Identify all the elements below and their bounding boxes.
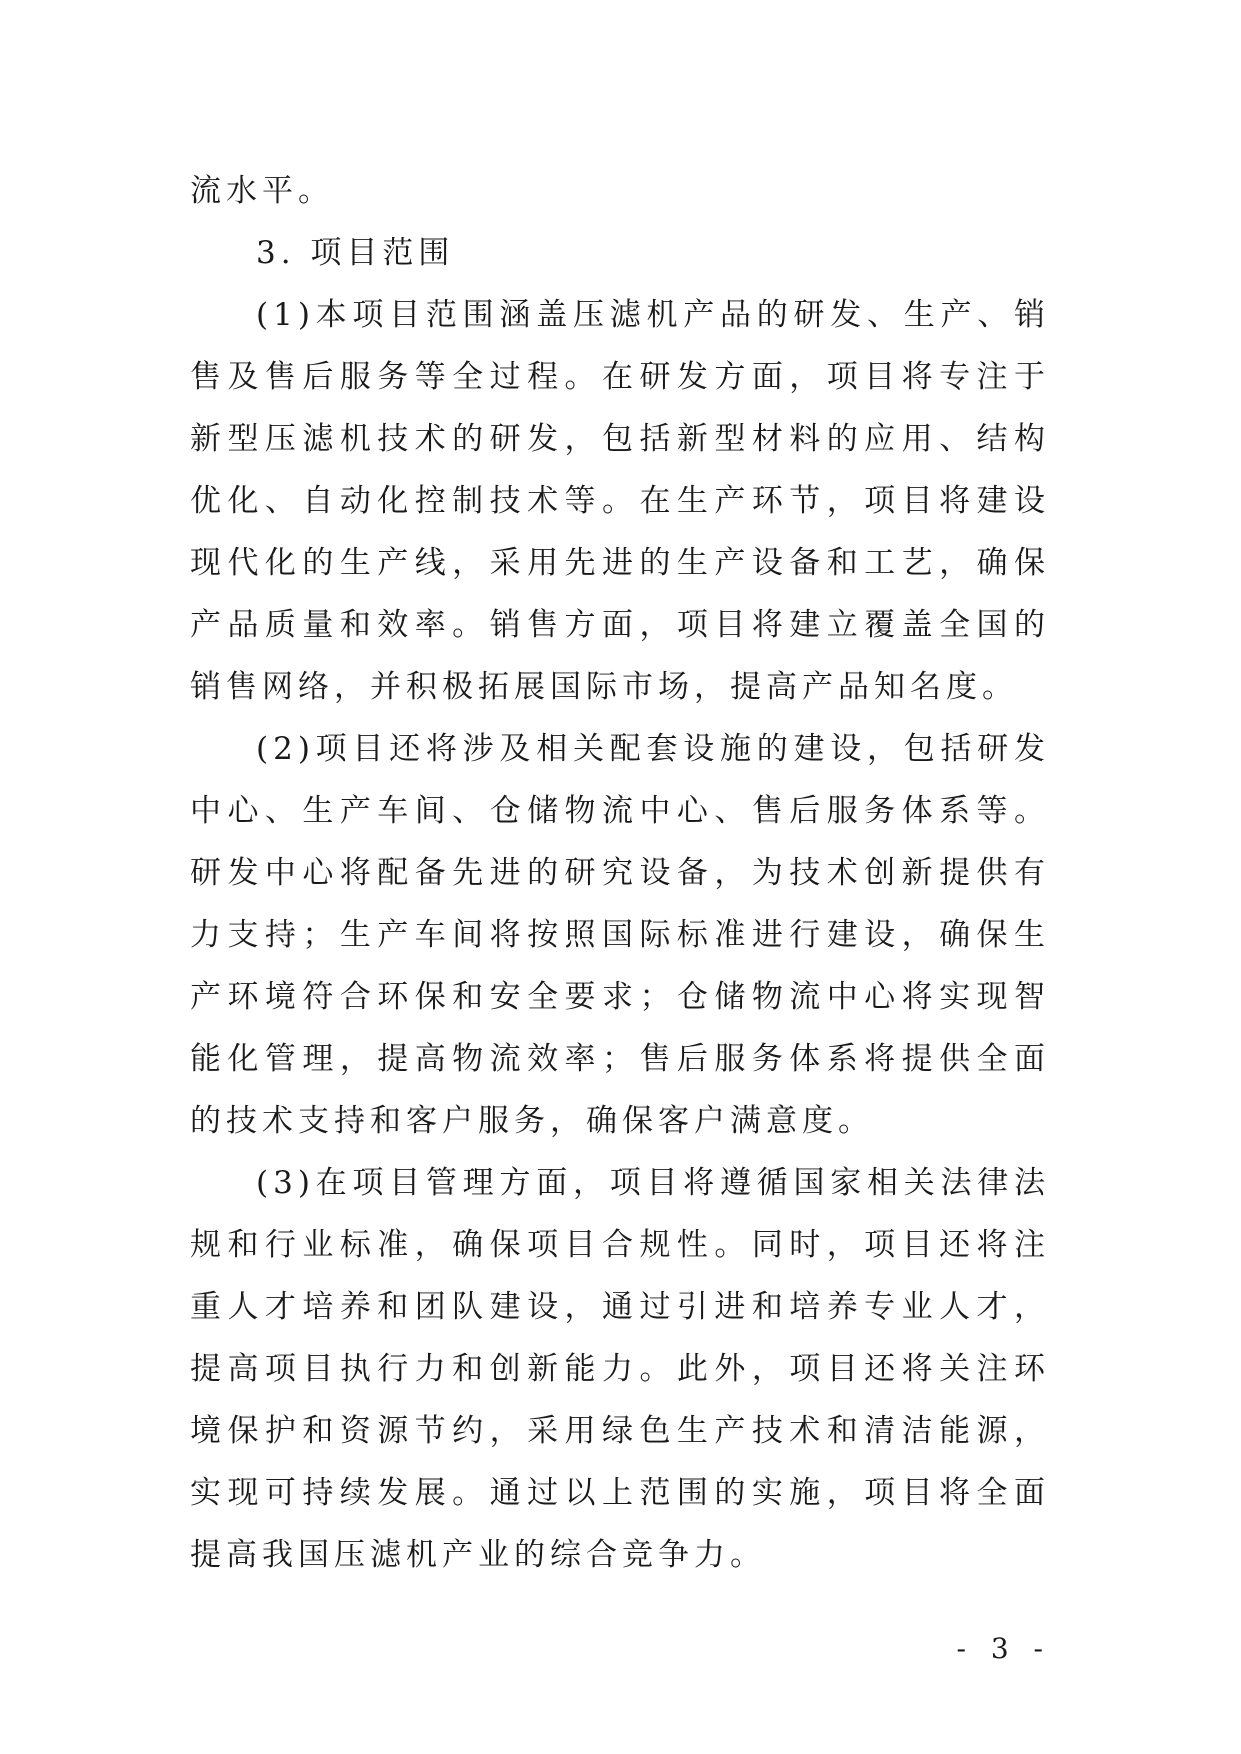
continuation-text: 流水平。 <box>190 173 334 209</box>
page-number: - 3 - <box>956 1632 1051 1665</box>
document-body <box>190 160 1050 1586</box>
paragraph-1: (1)本项目范围涵盖压滤机产品的研发、生产、销售及售后服务等全过程。在研发方面，项目将专注于新型压滤机技术的研发，包括新型材料的应用、结构优化、自动化控制技术等。在生产环节，项目将建设现代化的生产线，采用先进的生产设备和工艺，确保产品质量和效率。销售方面，项目将建立覆盖全国的销售网络，并积极拓展国际市场，提高产品知名度。 <box>190 297 1050 705</box>
section-heading: 3. 项目范围 <box>256 235 455 271</box>
paragraph-2: (2)项目还将涉及相关配套设施的建设，包括研发中心、生产车间、仓储物流中心、售后服务体系等。研发中心将配备先进的研究设备，为技术创新提供有力支持；生产车间将按照国际标准进行建设，确保生产环境符合环保和安全要求；仓储物流中心将实现智能化管理，提高物流效率；售后服务体系将提供全面的技术支持和客户服务，确保客户满意度。 <box>190 731 1050 1139</box>
paragraph-3: (3)在项目管理方面，项目将遵循国家相关法律法规和行业标准，确保项目合规性。同时，项目还将注重人才培养和团队建设，通过引进和培养专业人才，提高项目执行力和创新能力。此外，项目还将关注环境保护和资源节约，采用绿色生产技术和清洁能源，实现可持续发展。通过以上范围的实施，项目将全面提高我国压滤机产业的综合竞争力。 <box>190 1165 1050 1573</box>
